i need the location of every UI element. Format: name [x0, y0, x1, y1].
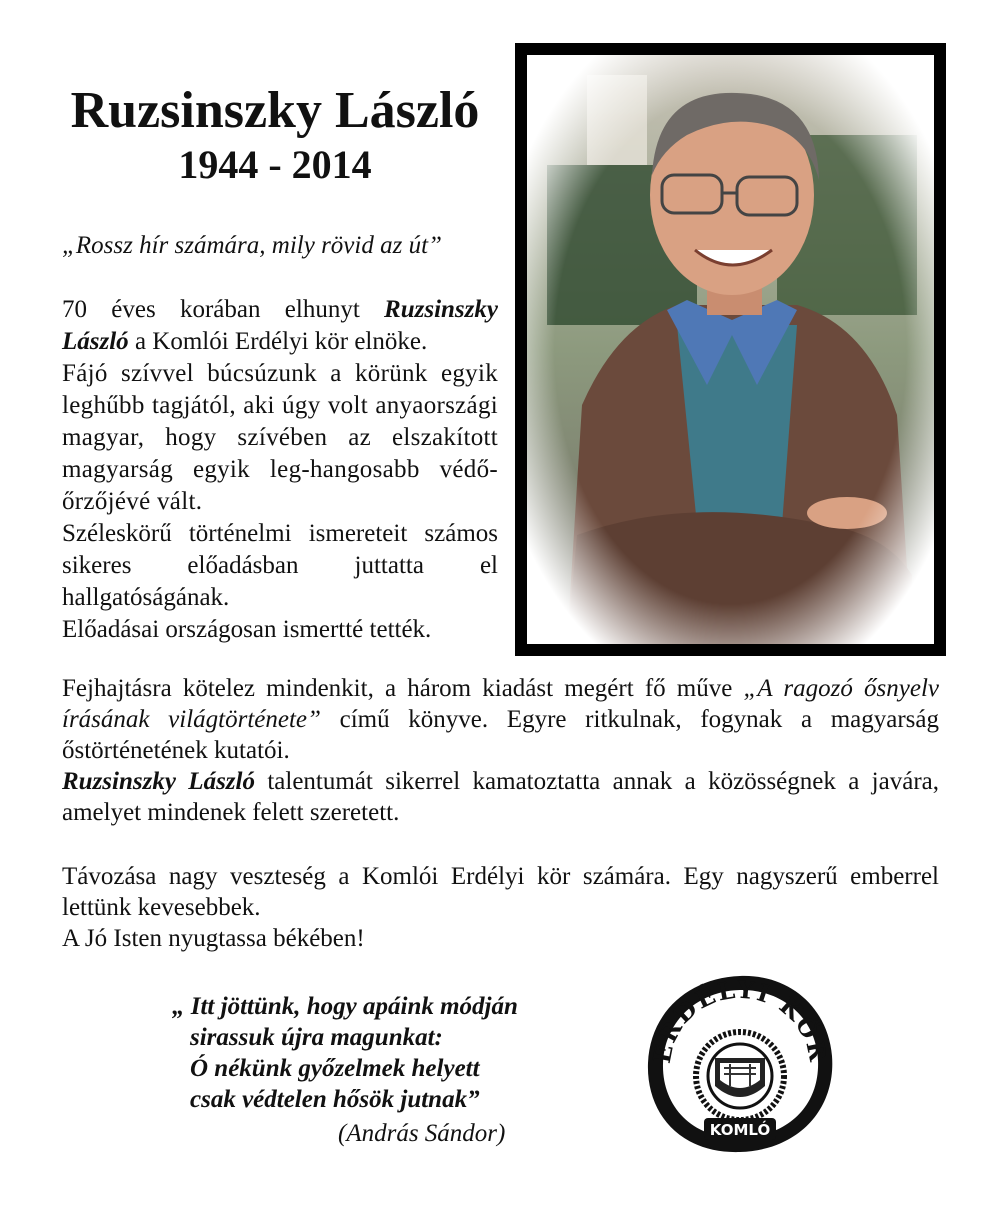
poem-line: sirassuk újra magunkat:	[190, 1024, 443, 1051]
memorial-name-title: Ruzsinszky László	[70, 82, 480, 139]
obituary-left-column	[62, 294, 498, 646]
book-suffix: című könyve. Egyre ritkulnak, fogynak a magyarság őstörténetének kutatói.	[62, 706, 940, 764]
lectures-paragraph: Előadásai országosan ismertté tették.	[62, 616, 432, 643]
life-years: 1944 - 2014	[178, 142, 372, 187]
poem-quote	[172, 991, 592, 1115]
intro-suffix: a Komlói Erdélyi kör elnöke.	[128, 328, 428, 355]
knowledge-paragraph: Széleskörű történelmi ismereteit számos sikeres előadásban juttatta el hallgatóságának.	[62, 520, 498, 611]
talent-paragraph	[62, 766, 939, 828]
intro-prefix: 70 éves korában elhunyt	[62, 296, 385, 323]
book-title: „A ragozó ősnyelv írásának világtörténete”	[62, 675, 939, 733]
portrait-frame	[515, 43, 946, 656]
portrait-illustration	[527, 55, 934, 644]
erdelyi-kor-seal-logo	[640, 968, 840, 1158]
seal-bottom-text: KOMLÓ	[709, 1121, 771, 1139]
portrait-photo	[527, 55, 934, 644]
talent-name: Ruzsinszky László	[62, 768, 255, 795]
main-work-paragraph	[62, 673, 939, 828]
epigraph-quote: „Rossz hír számára, mily rövid az út”	[62, 232, 442, 259]
svg-text:ERDÉLYI KÖR: ERDÉLYI KÖR	[646, 974, 834, 1066]
blessing-line: A Jó Isten nyugtassa békében!	[62, 925, 365, 952]
loss-paragraph: Távozása nagy veszteség a Komlói Erdélyi kör számára. Egy nagyszerű emberrel lettünk kevesebbek.	[62, 863, 939, 921]
tribute-paragraph: Fájó szívvel búcsúzunk a körünk egyik leghűbb tagjától, aki úgy volt anyaországi magyar, hogy szívében az elszakított magyarság egyik leg-hangosabb védő-őrzőjévé vált.	[62, 360, 498, 515]
poem-line: Ó nékünk győzelmek helyett	[190, 1055, 480, 1082]
book-paragraph	[62, 673, 939, 766]
poem-author: (András Sándor)	[338, 1120, 506, 1147]
talent-suffix: talentumát sikerrel kamatoztatta annak a közösségnek a javára, amelyet mindenek felett szeretett.	[62, 768, 939, 826]
book-prefix: Fejhajtásra kötelez mindenkit, a három kiadást megért fő műve	[62, 675, 744, 702]
poem-line: csak védtelen hősök jutnak”	[190, 1086, 480, 1113]
intro-paragraph	[62, 294, 498, 358]
intro-name: Ruzsinszky László	[62, 296, 498, 355]
closing-paragraph	[62, 861, 939, 954]
poem-line: „ Itt jöttünk, hogy apáink módján	[172, 993, 518, 1020]
